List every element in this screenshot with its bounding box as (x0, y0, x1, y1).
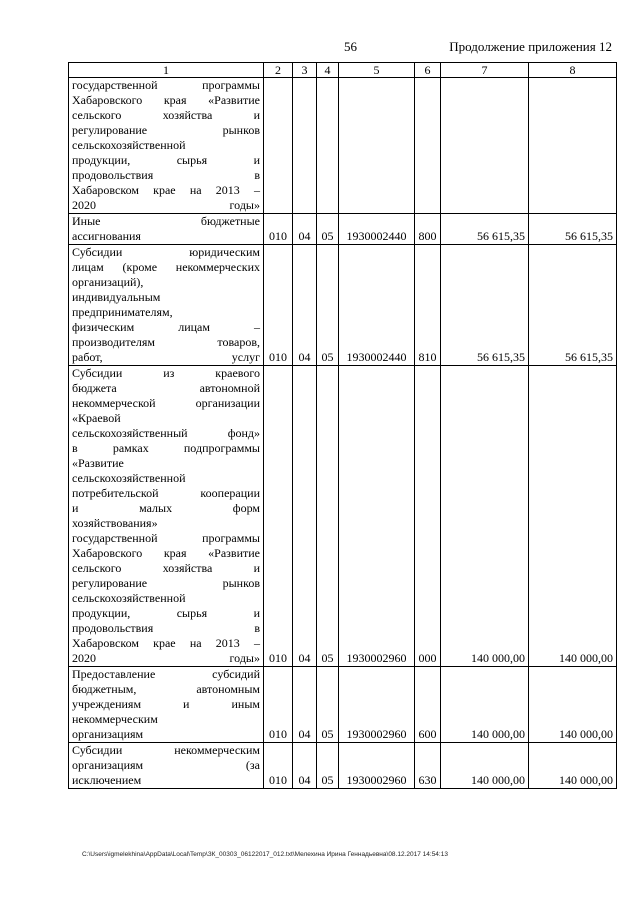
amount-cell: 56 615,35 (441, 245, 529, 366)
description-line: продовольствия в (72, 168, 260, 182)
table-row (69, 245, 617, 366)
code-expense-type: 810 (415, 245, 441, 366)
column-header: 7 (441, 63, 529, 78)
column-header: 1 (69, 63, 264, 78)
code-glava: 010 (264, 667, 293, 743)
amount-cell (529, 78, 617, 214)
code-expense-type: 800 (415, 214, 441, 245)
row-description (69, 78, 264, 214)
description-line: регулирование рынков (72, 123, 260, 137)
code-target-article (339, 78, 415, 214)
code-expense-type: 000 (415, 366, 441, 667)
column-header: 3 (293, 63, 317, 78)
table-row (69, 214, 617, 245)
description-line: организаций), (72, 275, 144, 289)
code-podrazdel: 05 (317, 366, 339, 667)
row-description (69, 667, 264, 743)
table-row (69, 667, 617, 743)
description-line: Хабаровском крае на 2013 – (72, 183, 260, 197)
description-line: Предоставление субсидий (72, 667, 260, 681)
description-line: некоммерческим (72, 712, 158, 726)
description-line: Субсидии некоммерческим (72, 743, 260, 757)
description-line: 2020 годы» (72, 651, 260, 665)
code-podrazdel: 05 (317, 214, 339, 245)
description-line: физическим лицам – (72, 320, 260, 334)
description-line: в рамках подпрограммы (72, 441, 260, 455)
description-line: ассигнования (72, 229, 141, 243)
column-header: 5 (339, 63, 415, 78)
table-row (69, 743, 617, 789)
description-line: лицам (кроме некоммерческих (72, 260, 260, 274)
amount-cell: 140 000,00 (529, 366, 617, 667)
description-line: Хабаровского края «Развитие (72, 93, 260, 107)
budget-table (68, 62, 617, 789)
code-target-article: 1930002440 (339, 245, 415, 366)
table-row (69, 366, 617, 667)
description-line: сельскохозяйственной (72, 471, 186, 485)
amount-cell: 140 000,00 (441, 743, 529, 789)
description-line: бюджетным, автономным (72, 682, 260, 696)
description-line: производителям товаров, (72, 335, 260, 349)
code-podrazdel (317, 78, 339, 214)
amount-cell: 140 000,00 (529, 667, 617, 743)
description-line: государственной программы (72, 78, 260, 92)
row-description (69, 366, 264, 667)
description-line: работ, услуг (72, 350, 260, 364)
code-target-article: 1930002440 (339, 214, 415, 245)
description-line: «Развитие (72, 456, 124, 470)
amount-cell: 56 615,35 (441, 214, 529, 245)
description-line: хозяйствования» (72, 516, 158, 530)
column-header: 6 (415, 63, 441, 78)
amount-cell: 140 000,00 (529, 743, 617, 789)
description-line: бюджета автономной (72, 381, 260, 395)
description-line: Субсидии юридическим (72, 245, 260, 259)
description-line: регулирование рынков (72, 576, 260, 590)
description-line: «Краевой (72, 411, 121, 425)
amount-cell: 56 615,35 (529, 214, 617, 245)
code-podrazdel: 05 (317, 743, 339, 789)
code-glava: 010 (264, 245, 293, 366)
code-glava: 010 (264, 743, 293, 789)
description-line: Хабаровского края «Развитие (72, 546, 260, 560)
table-row (69, 78, 617, 214)
code-target-article: 1930002960 (339, 366, 415, 667)
description-line: исключением (72, 773, 142, 787)
description-line: Хабаровском крае на 2013 – (72, 636, 260, 650)
description-line: Иные бюджетные (72, 214, 260, 228)
column-header: 2 (264, 63, 293, 78)
code-expense-type (415, 78, 441, 214)
description-line: организациям (72, 727, 144, 741)
description-line: сельского хозяйства и (72, 108, 260, 122)
code-razdel: 04 (293, 743, 317, 789)
amount-cell: 140 000,00 (441, 366, 529, 667)
description-line: сельскохозяйственной (72, 138, 186, 152)
description-line: Субсидии из краевого (72, 366, 260, 380)
description-line: 2020 годы» (72, 198, 260, 212)
description-line: государственной программы (72, 531, 260, 545)
code-expense-type: 630 (415, 743, 441, 789)
table-header-row (69, 63, 617, 78)
code-target-article: 1930002960 (339, 743, 415, 789)
file-path-footer: C:\Users\igmelekhina\AppData\Local\Temp\ЗК_00303_06122017_012.txt\Мелехина Ирина Геннадьевна\08.12.2017 14:54:13 (82, 851, 448, 858)
description-line: продукции, сырья и (72, 606, 260, 620)
code-glava: 010 (264, 214, 293, 245)
description-line: сельского хозяйства и (72, 561, 260, 575)
row-description (69, 743, 264, 789)
code-podrazdel: 05 (317, 667, 339, 743)
description-line: продовольствия в (72, 621, 260, 635)
code-razdel: 04 (293, 245, 317, 366)
description-line: организациям (за (72, 758, 260, 772)
description-line: индивидуальным (72, 290, 161, 304)
column-header: 8 (529, 63, 617, 78)
page-number: 56 (344, 39, 357, 54)
row-description (69, 214, 264, 245)
description-line: учреждениям и иным (72, 697, 260, 711)
description-line: и малых форм (72, 501, 260, 515)
code-glava: 010 (264, 366, 293, 667)
appendix-continuation: Продолжение приложения 12 (449, 39, 612, 54)
amount-cell (441, 78, 529, 214)
description-line: продукции, сырья и (72, 153, 260, 167)
code-expense-type: 600 (415, 667, 441, 743)
code-glava (264, 78, 293, 214)
code-target-article: 1930002960 (339, 667, 415, 743)
column-header: 4 (317, 63, 339, 78)
code-podrazdel: 05 (317, 245, 339, 366)
row-description (69, 245, 264, 366)
code-razdel: 04 (293, 667, 317, 743)
code-razdel: 04 (293, 366, 317, 667)
description-line: сельскохозяйственный фонд» (72, 426, 260, 440)
description-line: потребительской кооперации (72, 486, 260, 500)
description-line: некоммерческой организации (72, 396, 260, 410)
description-line: предпринимателям, (72, 305, 173, 319)
amount-cell: 140 000,00 (441, 667, 529, 743)
code-razdel (293, 78, 317, 214)
code-razdel: 04 (293, 214, 317, 245)
description-line: сельскохозяйственной (72, 591, 186, 605)
amount-cell: 56 615,35 (529, 245, 617, 366)
